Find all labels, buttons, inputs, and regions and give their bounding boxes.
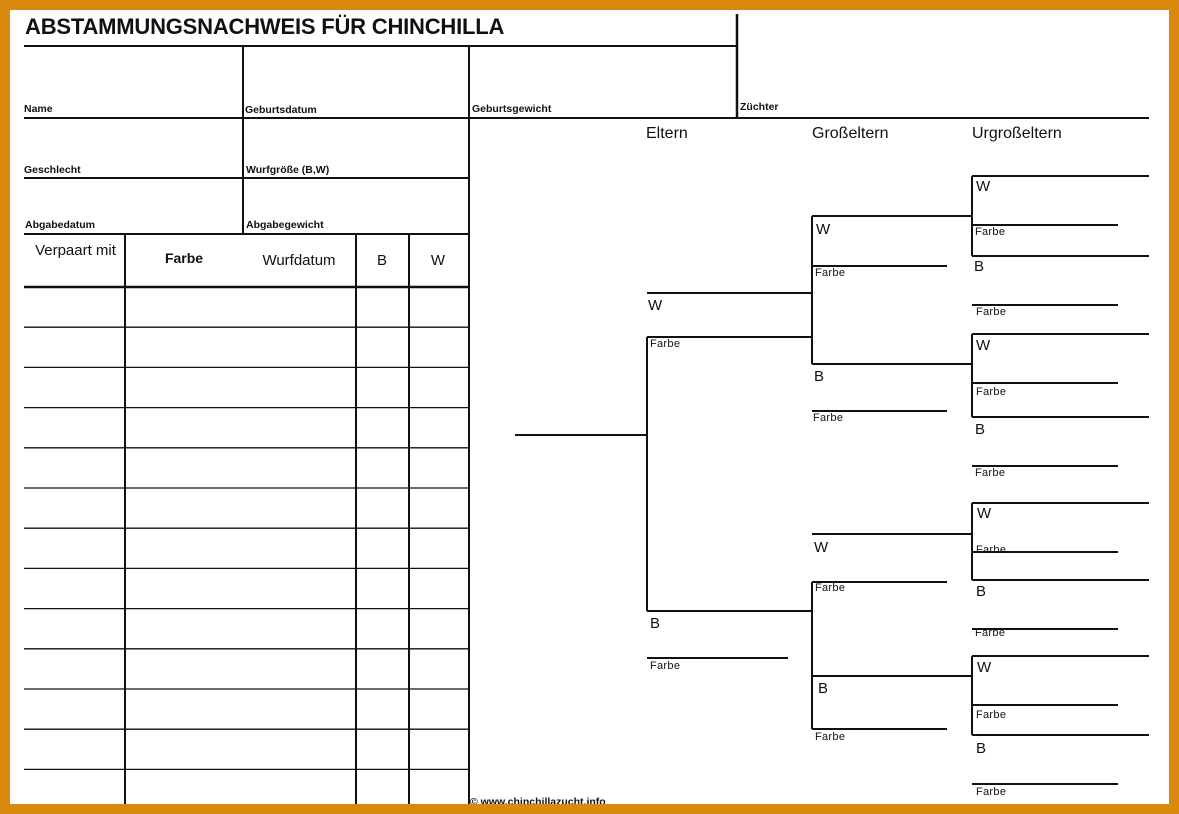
sex-label: Geschlecht — [24, 164, 81, 176]
handover-date-label: Abgabedatum — [25, 219, 96, 231]
ggp-2-label: B — [974, 258, 985, 275]
header-color: Farbe — [164, 250, 204, 266]
ggp-4-color-label: Farbe — [975, 467, 1006, 479]
grandparent-pm-color-label: Farbe — [815, 267, 846, 279]
birth-weight-label: Geburtsgewicht — [472, 103, 552, 115]
litter-size-label: Wurfgröße (B,W) — [246, 164, 330, 176]
grandparent-mm-color-label: Farbe — [815, 582, 846, 594]
ggp-5-label: W — [977, 505, 992, 522]
grandparent-pm-label: W — [816, 221, 831, 238]
parent-male-label: W — [648, 297, 663, 314]
pedigree-certificate — [10, 10, 1169, 804]
grandparents-header: Großeltern — [812, 125, 889, 142]
grandparent-pf-label: B — [814, 368, 825, 385]
parent-male-color-label: Farbe — [650, 338, 681, 350]
grandparent-pf-color-label: Farbe — [813, 412, 844, 424]
ggp-6-label: B — [976, 583, 987, 600]
ggp-7-label: W — [977, 659, 992, 676]
ggp-7-color-label: Farbe — [976, 709, 1007, 721]
grandparent-mm-label: W — [814, 539, 829, 556]
great-grandparents-header: Urgroßeltern — [972, 125, 1062, 142]
ggp-8-label: B — [976, 740, 987, 757]
header-litter-date: Wurfdatum — [262, 252, 336, 269]
parent-female-label: B — [650, 615, 661, 632]
grandparent-mf-label: B — [818, 680, 829, 697]
header-mated-with: Verpaart mit — [35, 242, 116, 259]
parent-female-color-label: Farbe — [650, 660, 681, 672]
ggp-3-color-label: Farbe — [976, 386, 1007, 398]
header-w: W — [430, 252, 446, 269]
birth-date-label: Geburtsdatum — [245, 104, 317, 116]
form-title: ABSTAMMUNGSNACHWEIS FÜR CHINCHILLA — [25, 14, 505, 39]
handover-weight-label: Abgabegewicht — [246, 219, 324, 231]
header-b: B — [376, 252, 387, 269]
ggp-3-label: W — [976, 337, 991, 354]
footer-copyright: © www.chinchillazucht.info — [470, 796, 606, 804]
parents-header: Eltern — [646, 125, 688, 142]
grandparent-mf-color-label: Farbe — [815, 731, 846, 743]
ggp-6-color-label: Farbe — [975, 627, 1006, 639]
ggp-8-color-label: Farbe — [976, 786, 1007, 798]
ggp-4-label: B — [975, 421, 986, 438]
name-label: Name — [24, 103, 53, 115]
breeder-label: Züchter — [740, 101, 779, 113]
ggp-5-color-label: Farbe — [976, 544, 1007, 556]
ggp-1-label: W — [976, 178, 991, 195]
ggp-2-color-label: Farbe — [976, 306, 1007, 318]
ggp-1-color-label: Farbe — [975, 226, 1006, 238]
